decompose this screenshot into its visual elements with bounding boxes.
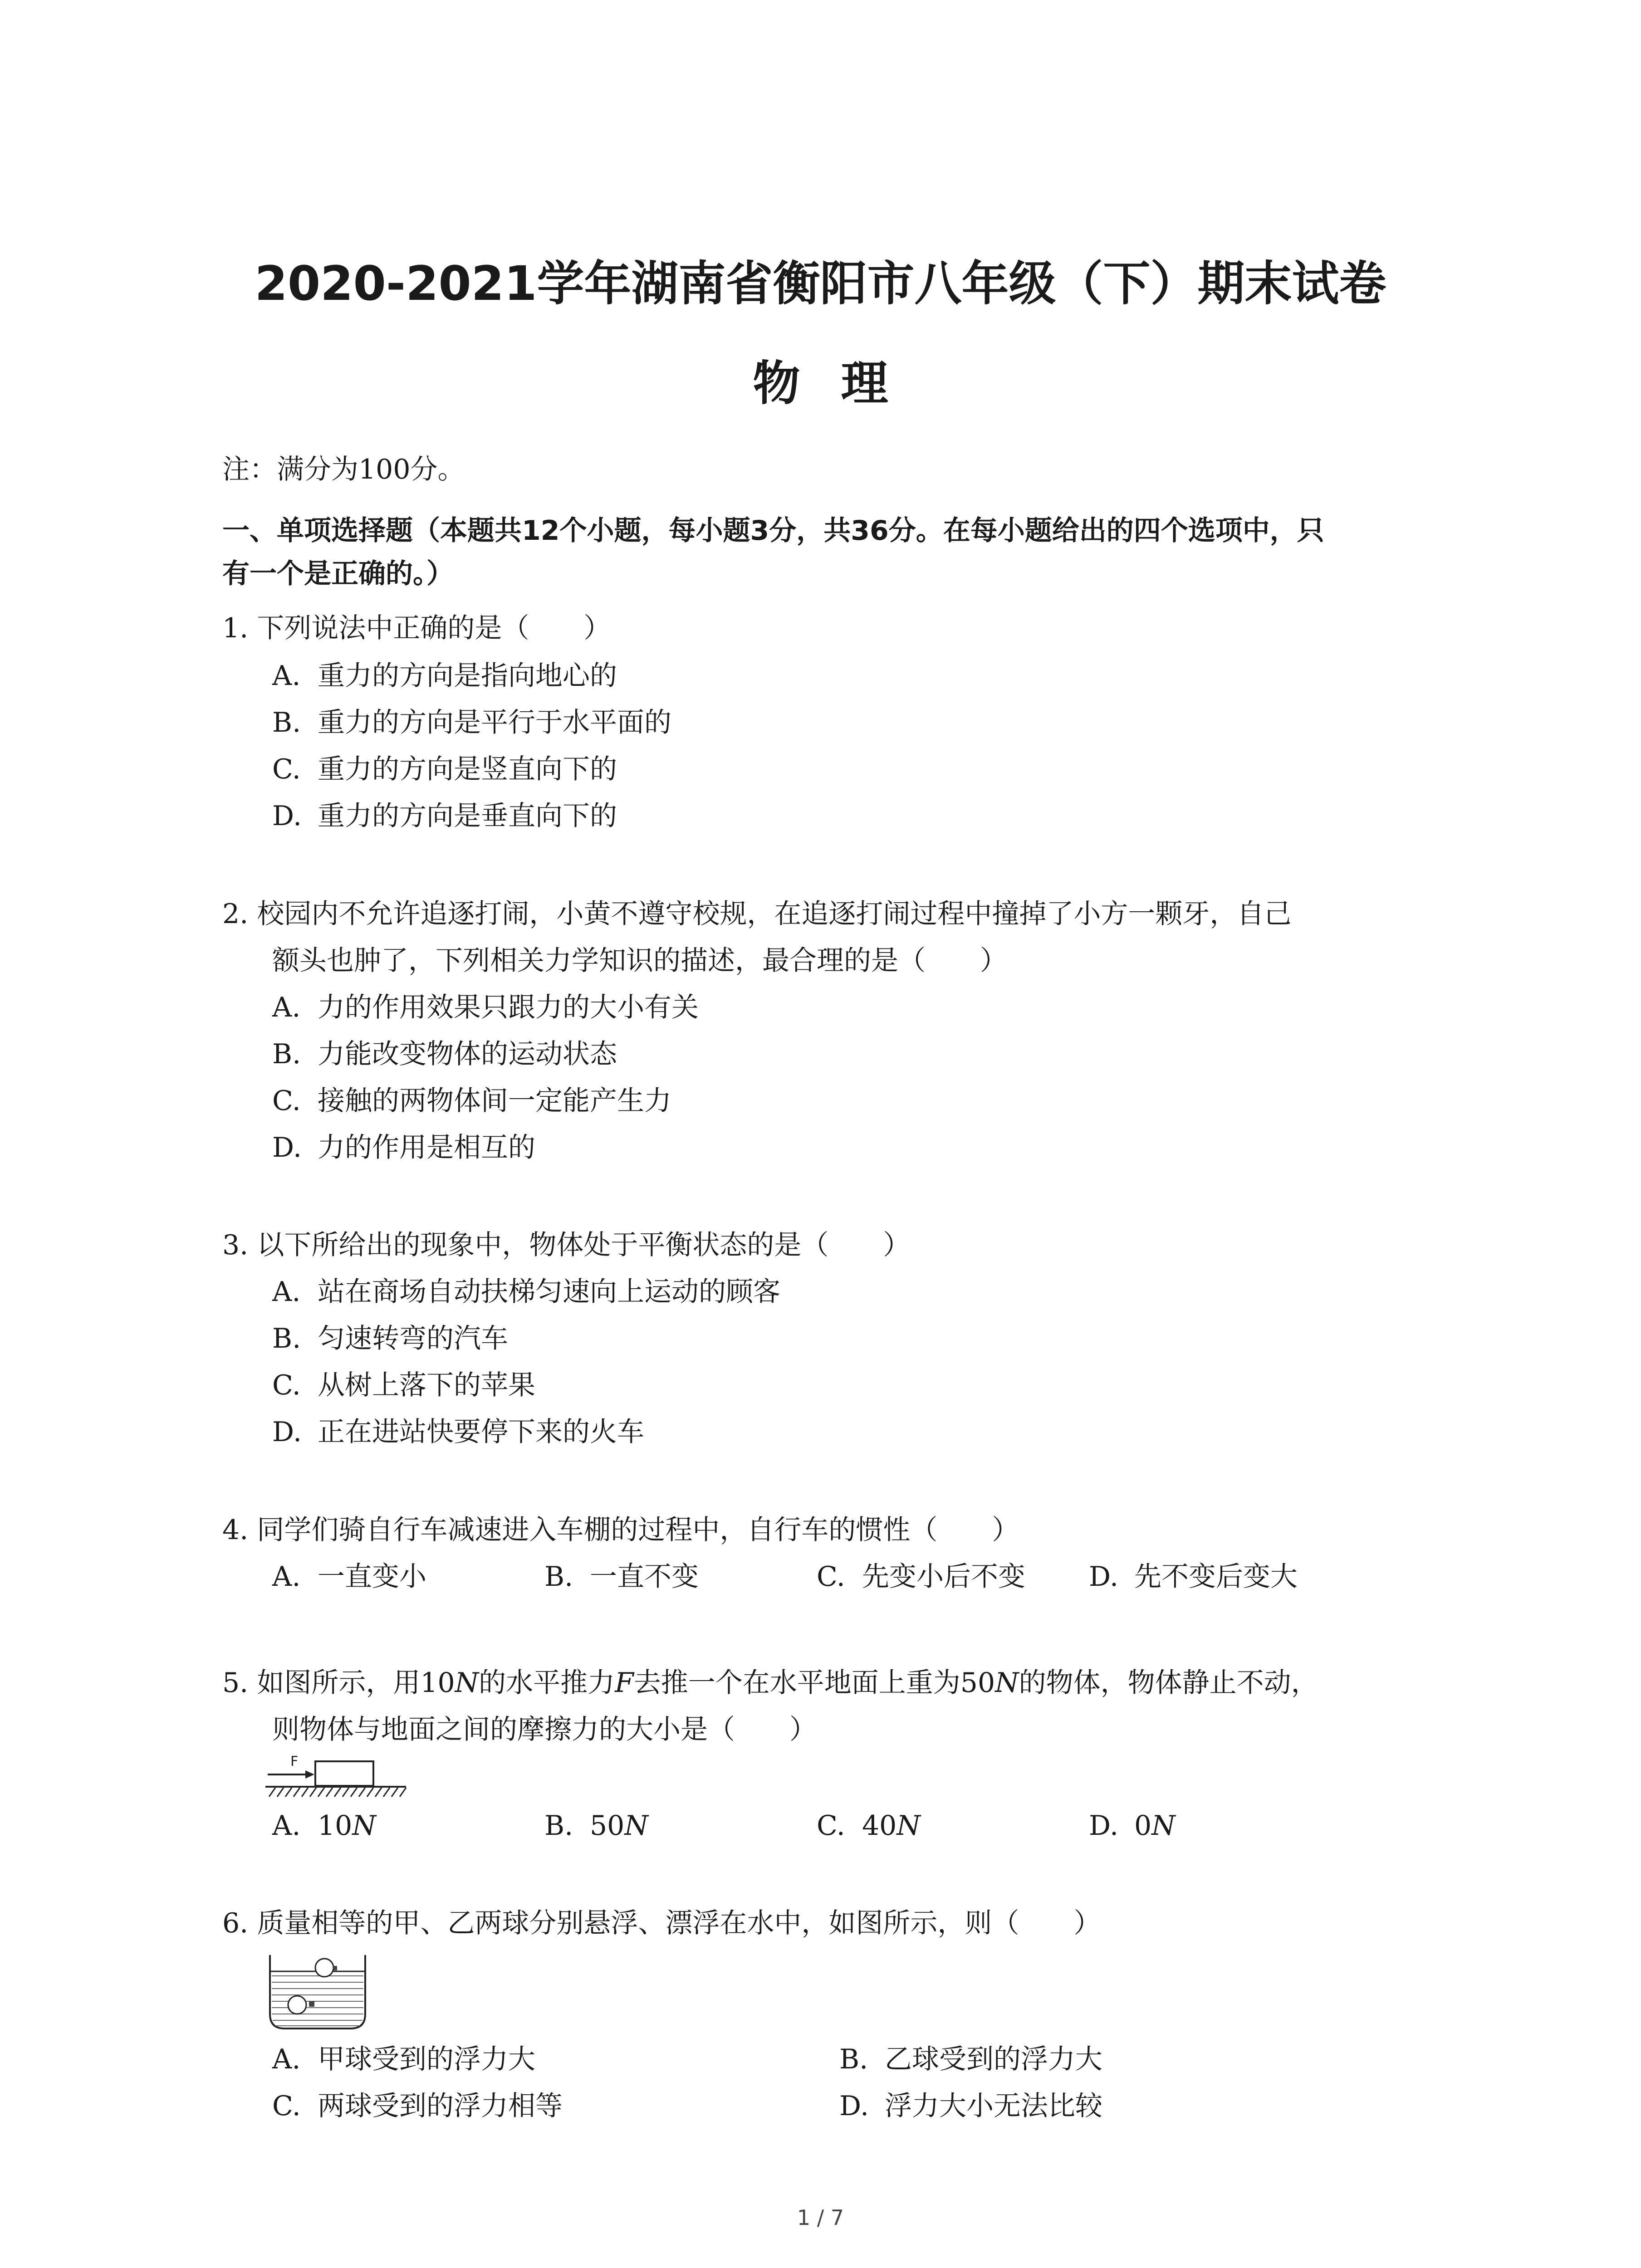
option-number: 40 [862,1810,897,1842]
option-label: B. [272,1038,301,1070]
q5-stem-line2: 则物体与地面之间的摩擦力的大小是（ ） [272,1714,817,1745]
q5-figure-push-block [265,1753,411,1803]
q6-option-d [839,2088,1102,2124]
page-number: 1 / 7 [797,2205,844,2230]
unit-n: N [455,1667,479,1699]
q5-option-a [272,1808,376,1844]
option-label: D. [1089,1810,1119,1842]
q6-option-a [272,2041,535,2077]
q1-option-c [272,751,617,787]
option-label: D. [272,1416,302,1448]
q3-stem: 3. 以下所给出的现象中，物体处于平衡状态的是（ ） [222,1229,911,1261]
option-text: 两球受到的浮力相等 [318,2090,563,2122]
option-text: 重力的方向是指向地心的 [318,660,617,692]
q5-stem-line1 [222,1665,1318,1701]
floating-ball-yi [315,1959,333,1977]
q2-option-b [272,1036,617,1072]
option-label: C. [272,2090,301,2122]
option-text: 一直不变 [590,1561,699,1593]
option-text: 重力的方向是垂直向下的 [318,800,617,832]
q1-option-b [272,704,671,741]
option-label: A. [272,992,301,1023]
force-label: F [290,1754,299,1769]
q3-option-c [272,1367,535,1403]
option-label: A. [272,660,301,692]
block-shape [315,1761,373,1786]
ball-marker [333,1966,337,1970]
force-symbol: F [615,1667,634,1699]
option-text: 重力的方向是平行于水平面的 [318,707,671,738]
q5-text-part: 去推一个在水平地面上重为50 [633,1667,995,1699]
option-label: C. [817,1561,845,1593]
option-label: B. [544,1561,573,1593]
option-label: C. [272,1369,301,1401]
option-text: 先变小后不变 [862,1561,1025,1593]
q6-figure-water-beaker [265,1950,370,2032]
q6-option-c [272,2088,563,2124]
q5-text-part: 的物体，物体静止不动， [1019,1667,1318,1699]
option-number: 10 [318,1810,353,1842]
option-text: 重力的方向是竖直向下的 [318,753,617,785]
force-arrow-head [305,1770,314,1779]
q3-option-d [272,1414,644,1450]
option-label: B. [544,1810,573,1842]
q3-option-a [272,1274,780,1310]
q2-option-a [272,989,699,1026]
option-label: C. [817,1810,845,1842]
option-text: 力的作用是相互的 [318,1132,535,1163]
option-text: 乙球受到的浮力大 [885,2043,1102,2075]
option-unit: N [896,1810,921,1842]
option-label: D. [272,800,302,832]
option-text: 先不变后变大 [1134,1561,1298,1593]
q4-option-c [817,1559,1025,1595]
q5-text-part: 的水平推力 [479,1667,615,1699]
option-text: 从树上落下的苹果 [318,1369,535,1401]
option-label: B. [839,2043,868,2075]
q2-stem-line2: 额头也肿了，下列相关力学知识的描述，最合理的是（ ） [272,945,1007,977]
option-unit: N [1151,1810,1176,1842]
option-label: D. [1089,1561,1119,1593]
unit-n: N [995,1667,1019,1699]
q4-option-d [1089,1559,1298,1595]
option-unit: N [352,1810,376,1842]
q3-option-b [272,1320,508,1357]
q4-option-a [272,1559,426,1595]
option-text: 力的作用效果只跟力的大小有关 [318,992,699,1023]
ball-marker [309,2001,314,2007]
q6-option-b [839,2041,1102,2077]
q1-stem: 1. 下列说法中正确的是（ ） [222,612,611,644]
option-text: 甲球受到的浮力大 [318,2043,535,2075]
option-label: A. [272,1561,301,1593]
option-text: 浮力大小无法比较 [885,2090,1102,2122]
q4-option-b [544,1559,699,1595]
option-text: 接触的两物体间一定能产生力 [318,1085,671,1117]
q5-option-d [1089,1808,1176,1844]
q1-option-d [272,798,617,834]
ground-hatching [269,1788,406,1797]
q5-option-b [544,1808,648,1844]
q2-option-c [272,1083,671,1119]
q6-stem: 6. 质量相等的甲、乙两球分别悬浮、漂浮在水中，如图所示，则（ ） [222,1907,1101,1939]
option-unit: N [624,1810,648,1842]
option-text: 站在商场自动扶梯匀速向上运动的顾客 [318,1276,780,1308]
section-heading-line2: 有一个是正确的。） [222,558,454,590]
exam-title: 2020-2021学年湖南省衡阳市八年级（下）期末试卷 [255,256,1386,311]
subject-title: 物理 [753,356,929,411]
score-note: 注：满分为100分。 [222,454,465,485]
option-label: B. [272,707,301,738]
q2-option-d [272,1129,535,1166]
option-label: D. [839,2090,869,2122]
section-heading-line1: 一、单项选择题（本题共12个小题，每小题3分，共36分。在每小题给出的四个选项中，只 [222,515,1324,547]
option-label: B. [272,1323,301,1354]
water-hatching [272,1976,363,2026]
option-text: 力能改变物体的运动状态 [318,1038,617,1070]
q2-stem-line1: 2. 校园内不允许追逐打闹，小黄不遵守校规，在追逐打闹过程中撞掉了小方一颗牙，自己 [222,898,1292,930]
option-label: A. [272,1276,301,1308]
option-label: D. [272,1132,302,1163]
option-label: C. [272,753,301,785]
q1-option-a [272,658,617,694]
option-label: A. [272,1810,301,1842]
option-label: A. [272,2043,301,2075]
suspended-ball-jia [288,1996,306,2014]
option-text: 一直变小 [318,1561,426,1593]
q5-option-c [817,1808,921,1844]
q5-text-part: 5. 如图所示，用10 [222,1667,455,1699]
option-number: 0 [1134,1810,1152,1842]
q4-stem: 4. 同学们骑自行车减速进入车棚的过程中，自行车的惯性（ ） [222,1514,1019,1546]
option-text: 正在进站快要停下来的火车 [318,1416,644,1448]
option-number: 50 [590,1810,625,1842]
option-text: 匀速转弯的汽车 [318,1323,508,1354]
option-label: C. [272,1085,301,1117]
